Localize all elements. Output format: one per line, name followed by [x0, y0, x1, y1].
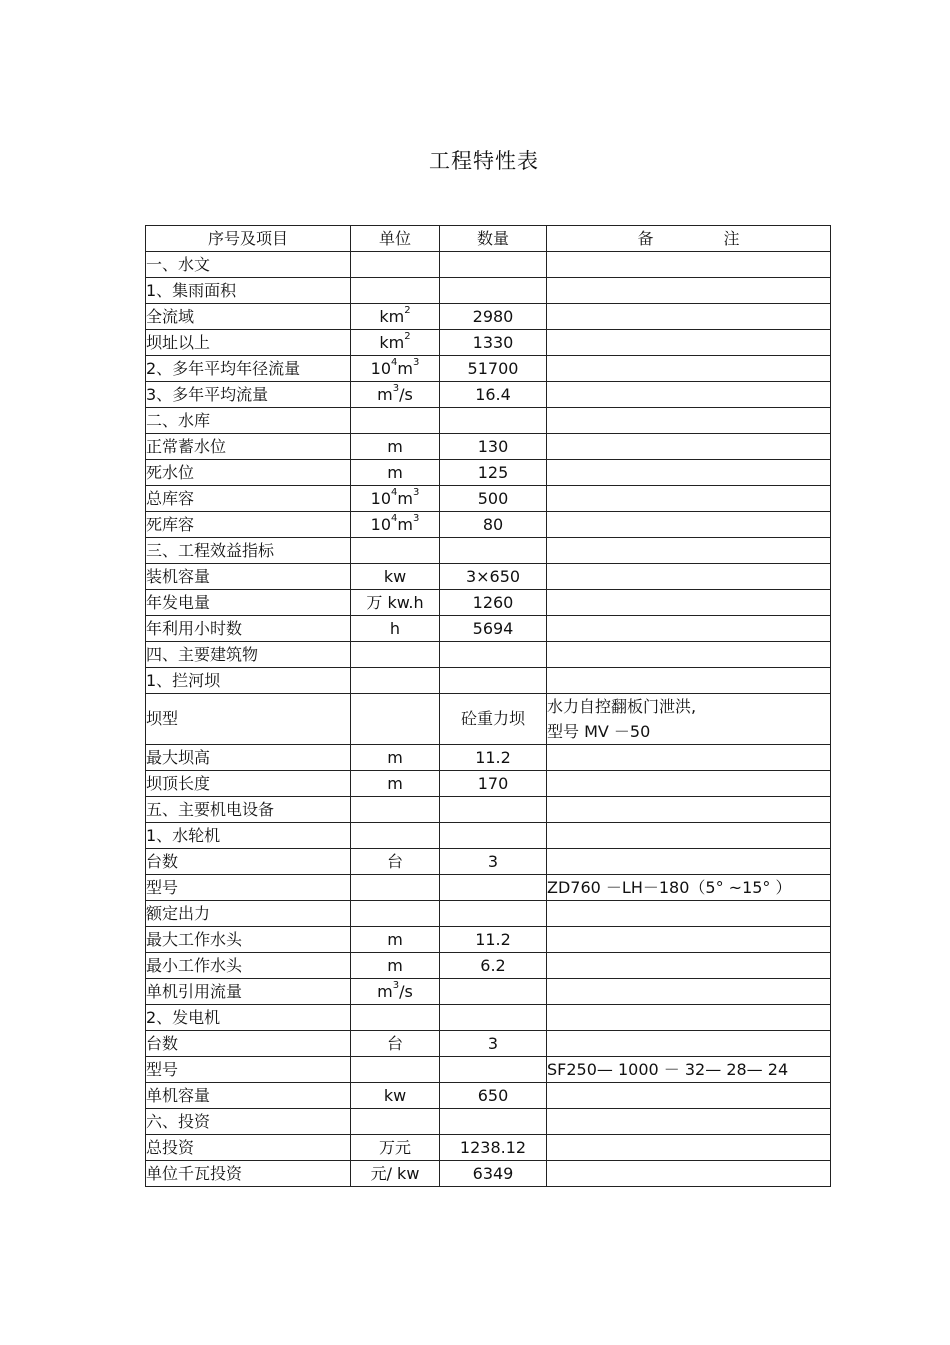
row-unit-cell: [351, 252, 440, 278]
row-item-cell: 年发电量: [146, 590, 351, 616]
row-quantity-cell: 3×650: [440, 564, 547, 590]
header-note: [547, 226, 831, 252]
table-row: [146, 771, 831, 797]
row-note-cell: [547, 953, 831, 979]
row-note-cell: [547, 823, 831, 849]
row-unit-cell: [351, 901, 440, 927]
row-unit-cell: m: [351, 771, 440, 797]
row-unit-cell: m: [351, 953, 440, 979]
row-item-cell: 单机引用流量: [146, 979, 351, 1005]
row-item-cell: 三、工程效益指标: [146, 538, 351, 564]
row-note-cell: [547, 849, 831, 875]
row-quantity-cell: 80: [440, 512, 547, 538]
table-row: [146, 590, 831, 616]
table-row: [146, 979, 831, 1005]
row-unit-cell: m: [351, 434, 440, 460]
row-quantity-cell: [440, 1057, 547, 1083]
row-note-cell: [547, 771, 831, 797]
row-quantity-cell: 650: [440, 1083, 547, 1109]
row-item-cell: 二、水库: [146, 408, 351, 434]
row-note-cell: ZD760 －LH－180（5° ~15° ）: [547, 875, 831, 901]
table-row: [146, 668, 831, 694]
row-item-cell: 最大工作水头: [146, 927, 351, 953]
table-row: [146, 1135, 831, 1161]
row-item-cell: 坝型: [146, 694, 351, 745]
row-quantity-cell: 6349: [440, 1161, 547, 1187]
row-note-cell: [547, 382, 831, 408]
row-quantity-cell: [440, 901, 547, 927]
row-item-cell: 死水位: [146, 460, 351, 486]
row-item-cell: 1、拦河坝: [146, 668, 351, 694]
row-note-cell: [547, 356, 831, 382]
row-item-cell: 台数: [146, 849, 351, 875]
table-row: [146, 512, 831, 538]
table-row: [146, 356, 831, 382]
row-unit-cell: $km^2$: [351, 304, 440, 330]
header-item: 序号及项目: [146, 226, 351, 252]
row-quantity-cell: [440, 1109, 547, 1135]
row-unit-cell: [351, 1109, 440, 1135]
row-note-cell: [547, 408, 831, 434]
row-note-cell: [547, 901, 831, 927]
row-unit-cell: $m^3/s$: [351, 979, 440, 1005]
table-row: [146, 564, 831, 590]
row-quantity-cell: 3: [440, 1031, 547, 1057]
table-row: [146, 1005, 831, 1031]
row-quantity-cell: [440, 408, 547, 434]
header-unit: 单位: [351, 226, 440, 252]
row-note-cell: [547, 278, 831, 304]
row-note-cell: [547, 538, 831, 564]
row-note-cell: [547, 330, 831, 356]
row-item-cell: 四、主要建筑物: [146, 642, 351, 668]
header-note-left: 备: [637, 228, 654, 248]
table-row: [146, 875, 831, 901]
table-row: [146, 434, 831, 460]
table-row: [146, 745, 831, 771]
row-note-cell: SF250— 1000 － 32— 28— 24: [547, 1057, 831, 1083]
table-row: [146, 642, 831, 668]
row-quantity-cell: [440, 538, 547, 564]
row-note-cell: [547, 642, 831, 668]
row-note-cell: [547, 486, 831, 512]
document-title: 工程特性表: [429, 149, 539, 173]
row-note-cell: [547, 745, 831, 771]
row-note-cell: [547, 797, 831, 823]
row-unit-cell: $m^3/s$: [351, 382, 440, 408]
row-unit-cell: [351, 538, 440, 564]
row-item-cell: 年利用小时数: [146, 616, 351, 642]
row-item-cell: 六、投资: [146, 1109, 351, 1135]
table-row: [146, 849, 831, 875]
row-note-cell: [547, 304, 831, 330]
row-quantity-cell: 130: [440, 434, 547, 460]
table-row: [146, 927, 831, 953]
row-unit-cell: [351, 1005, 440, 1031]
row-note-cell: 水力自控翻板门泄洪, 型号 MV －50: [547, 694, 831, 745]
row-quantity-cell: 1260: [440, 590, 547, 616]
row-note-cell: [547, 1005, 831, 1031]
row-note-cell: [547, 1135, 831, 1161]
row-unit-cell: [351, 668, 440, 694]
row-quantity-cell: [440, 278, 547, 304]
row-item-cell: 装机容量: [146, 564, 351, 590]
row-unit-cell: [351, 278, 440, 304]
table-row: [146, 382, 831, 408]
row-unit-cell: m: [351, 460, 440, 486]
table-row: [146, 486, 831, 512]
row-quantity-cell: [440, 979, 547, 1005]
row-unit-cell: kw: [351, 564, 440, 590]
table-row: [146, 823, 831, 849]
row-unit-cell: $10^4m^3$: [351, 486, 440, 512]
row-quantity-cell: 2980: [440, 304, 547, 330]
row-quantity-cell: 3: [440, 849, 547, 875]
row-unit-cell: h: [351, 616, 440, 642]
row-quantity-cell: 5694: [440, 616, 547, 642]
row-quantity-cell: 51700: [440, 356, 547, 382]
row-quantity-cell: 1330: [440, 330, 547, 356]
row-item-cell: 3、多年平均流量: [146, 382, 351, 408]
row-item-cell: 正常蓄水位: [146, 434, 351, 460]
row-item-cell: 总库容: [146, 486, 351, 512]
row-item-cell: 额定出力: [146, 901, 351, 927]
row-quantity-cell: [440, 1005, 547, 1031]
row-quantity-cell: 11.2: [440, 927, 547, 953]
table-row: [146, 1057, 831, 1083]
table-row: [146, 330, 831, 356]
table-header-row: [146, 226, 831, 252]
row-item-cell: 台数: [146, 1031, 351, 1057]
table-row: [146, 538, 831, 564]
row-note-cell: [547, 252, 831, 278]
table-row: [146, 278, 831, 304]
table-row: [146, 1083, 831, 1109]
row-unit-cell: 万 kw.h: [351, 590, 440, 616]
row-quantity-cell: [440, 668, 547, 694]
row-quantity-cell: 500: [440, 486, 547, 512]
row-unit-cell: $10^4m^3$: [351, 512, 440, 538]
row-unit-cell: [351, 797, 440, 823]
row-item-cell: 型号: [146, 875, 351, 901]
row-quantity-cell: [440, 642, 547, 668]
row-note-cell: [547, 927, 831, 953]
table-row: [146, 1109, 831, 1135]
row-item-cell: 五、主要机电设备: [146, 797, 351, 823]
row-quantity-cell: [440, 252, 547, 278]
row-note-cell: [547, 616, 831, 642]
table-row: [146, 1031, 831, 1057]
row-item-cell: 最大坝高: [146, 745, 351, 771]
row-note-cell: [547, 979, 831, 1005]
row-quantity-cell: [440, 875, 547, 901]
row-item-cell: 一、水文: [146, 252, 351, 278]
row-unit-cell: [351, 1057, 440, 1083]
row-item-cell: 最小工作水头: [146, 953, 351, 979]
header-note-right: 注: [723, 228, 740, 248]
row-quantity-cell: [440, 797, 547, 823]
row-quantity-cell: 16.4: [440, 382, 547, 408]
row-unit-cell: [351, 408, 440, 434]
row-item-cell: 总投资: [146, 1135, 351, 1161]
row-unit-cell: 台: [351, 1031, 440, 1057]
row-item-cell: 1、水轮机: [146, 823, 351, 849]
row-note-cell: [547, 512, 831, 538]
row-quantity-cell: 170: [440, 771, 547, 797]
table-row: [146, 304, 831, 330]
row-note-cell: [547, 1161, 831, 1187]
row-note-cell: [547, 590, 831, 616]
row-item-cell: 1、集雨面积: [146, 278, 351, 304]
row-quantity-cell: 砼重力坝: [440, 694, 547, 745]
table-row: [146, 901, 831, 927]
row-unit-cell: [351, 823, 440, 849]
row-quantity-cell: [440, 823, 547, 849]
row-unit-cell: $10^4m^3$: [351, 356, 440, 382]
row-note-cell: [547, 1109, 831, 1135]
row-note-cell: [547, 434, 831, 460]
table-row: [146, 252, 831, 278]
header-quantity: 数量: [440, 226, 547, 252]
row-item-cell: 死库容: [146, 512, 351, 538]
row-item-cell: 型号: [146, 1057, 351, 1083]
row-note-cell: [547, 460, 831, 486]
row-item-cell: 单机容量: [146, 1083, 351, 1109]
row-item-cell: 2、多年平均年径流量: [146, 356, 351, 382]
row-note-cell: [547, 668, 831, 694]
row-quantity-cell: 1238.12: [440, 1135, 547, 1161]
row-unit-cell: $km^2$: [351, 330, 440, 356]
row-quantity-cell: 125: [440, 460, 547, 486]
table-body: [146, 252, 831, 1187]
table-row: [146, 953, 831, 979]
table-row: [146, 1161, 831, 1187]
row-note-cell: [547, 1083, 831, 1109]
table-row: [146, 460, 831, 486]
row-unit-cell: [351, 694, 440, 745]
table-row: [146, 616, 831, 642]
row-unit-cell: m: [351, 927, 440, 953]
row-item-cell: 全流域: [146, 304, 351, 330]
row-item-cell: 单位千瓦投资: [146, 1161, 351, 1187]
row-unit-cell: 台: [351, 849, 440, 875]
row-item-cell: 2、发电机: [146, 1005, 351, 1031]
row-unit-cell: kw: [351, 1083, 440, 1109]
row-item-cell: 坝址以上: [146, 330, 351, 356]
row-note-cell: [547, 1031, 831, 1057]
row-quantity-cell: 11.2: [440, 745, 547, 771]
row-unit-cell: [351, 875, 440, 901]
table-row: [146, 694, 831, 745]
row-quantity-cell: 6.2: [440, 953, 547, 979]
row-unit-cell: 万元: [351, 1135, 440, 1161]
row-unit-cell: 元/ kw: [351, 1161, 440, 1187]
spec-table: [145, 225, 831, 1187]
row-item-cell: 坝顶长度: [146, 771, 351, 797]
row-unit-cell: [351, 642, 440, 668]
table-row: [146, 408, 831, 434]
row-note-cell: [547, 564, 831, 590]
row-unit-cell: m: [351, 745, 440, 771]
table-row: [146, 797, 831, 823]
